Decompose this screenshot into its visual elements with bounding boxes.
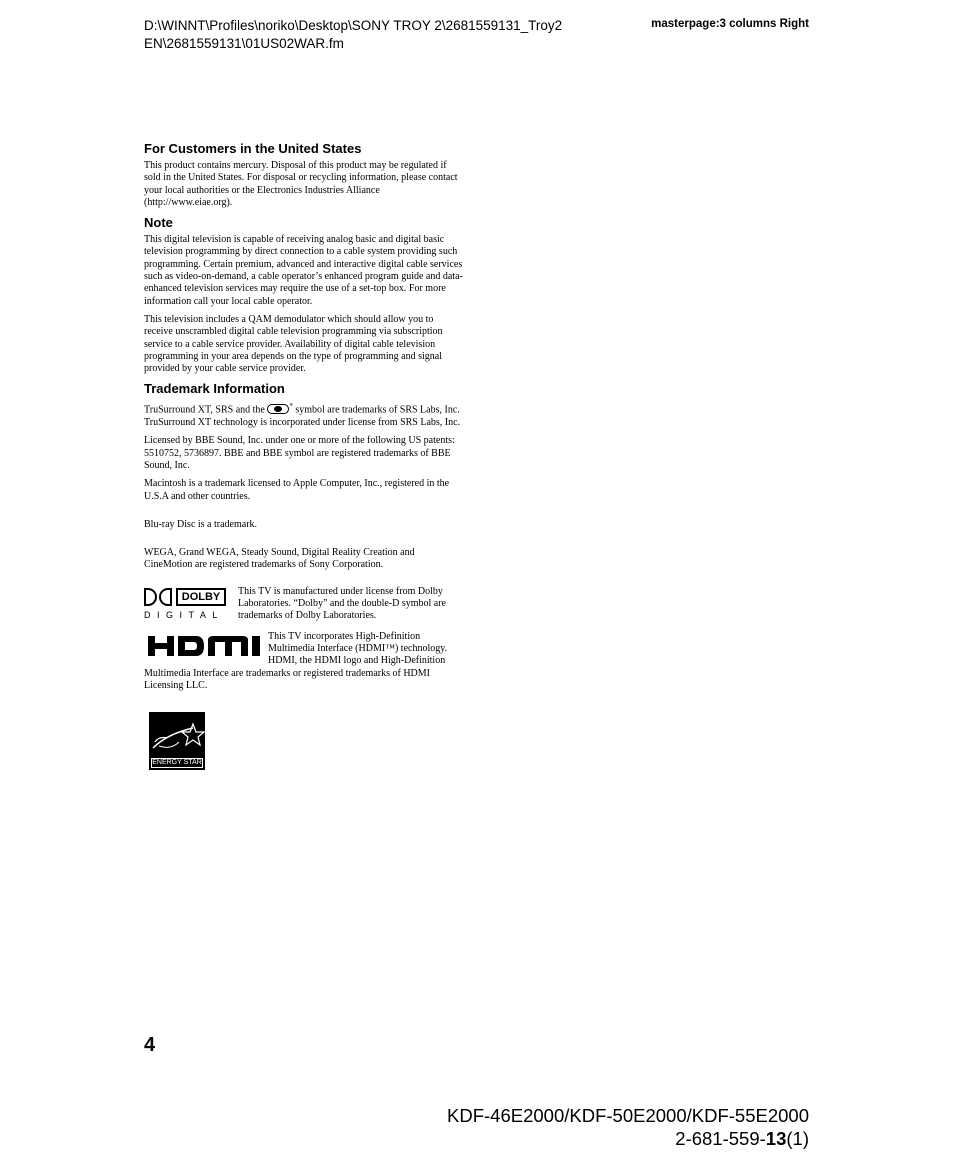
srs-paragraph [144,400,464,429]
customers-text: This product contains mercury. Disposal of this product may be regulated if sold in the United States. For disposal or recycling information, please contact your local authorities or the Electronics Industries Alliance (http://www.eiae.org). [144,160,458,208]
bbe-paragraph: Licensed by BBE Sound, Inc. under one or more of the following US patents: 5510752, 5736897. BBE and BBE symbol are registered trademarks of BBE Sound, Inc. [144,435,455,471]
energy-star-swoosh-icon [149,712,205,758]
dolby-block [144,586,464,629]
section-customers [144,141,464,209]
note-paragraph-1: This digital television is capable of receiving analog basic and digital basic television programming by direct connection to a cable system providing such programming. Certain premium, advanced and interactive digital cable services such as video-on-demand, a cable operator’s enhanced program guide and data-enhanced television services may require the use of a set-top box. For more information call your local cable operator. [144,234,463,307]
page-number: 4 [144,1034,156,1056]
dolby-logo-subtitle: DIGITAL [144,609,224,620]
macintosh-paragraph: Macintosh is a trademark licensed to Apple Computer, Inc., registered in the U.S.A and other countries. [144,478,450,502]
note-heading: Note [144,215,173,231]
srs-asterisk: * [289,402,293,411]
customers-heading: For Customers in the United States [144,141,362,156]
srs-logo-icon [267,404,289,414]
document-code-bold: 13 [765,1128,787,1149]
srs-text-after: symbol are trademarks of SRS Labs, Inc. TruSurround XT technology is incorporated under license from SRS Labs, Inc. [144,404,461,429]
hdmi-text: This TV incorporates High-Definition Multimedia Interface (HDMI™) technology. HDMI, the HDMI logo and High-Definition Multimedia Interface are trademarks or registered trademarks of HDMI Licensing LLC. [144,630,448,691]
model-numbers: KDF-46E2000/KDF-50E2000/KDF-55E2000 [447,1105,809,1126]
file-path-line-1: D:\WINNT\Profiles\noriko\Desktop\SONY TROY 2\2681559131_Troy2 [144,18,563,33]
bluray-paragraph: Blu-ray Disc is a trademark. [144,518,258,530]
energy-star-logo-icon [149,712,205,770]
energy-star-word: ENERGY STAR [152,759,202,767]
hdmi-block [144,631,464,698]
file-path-line-2: EN\2681559131\01US02WAR.fm [144,36,344,51]
section-note [144,215,464,375]
note-paragraph-2: This television includes a QAM demodulator which should allow you to receive unscrambled digital cable television programming via subscription service to a cable service provider. Availability of digital cable television programming in your area depends on the type of programming and signal provided by your cable service provider. [144,313,443,375]
document-code [447,1127,809,1150]
hdmi-logo-icon [148,634,262,658]
document-code-suffix: (1) [786,1128,809,1149]
content-column [144,141,464,776]
dolby-text: This TV is manufactured under license from Dolby Laboratories. “Dolby” and the double-D symbol are trademarks of Dolby Laboratories. [238,585,446,622]
model-footer [447,1104,809,1150]
trademark-heading: Trademark Information [144,381,285,397]
file-path [144,17,562,53]
masterpage-label: masterpage:3 columns Right [651,18,809,30]
srs-text-before: TruSurround XT, SRS and the [144,404,265,416]
document-code-prefix: 2-681-559- [675,1128,766,1149]
wega-paragraph: WEGA, Grand WEGA, Steady Sound, Digital Reality Creation and CineMotion are registered trademarks of Sony Corporation. [144,547,415,571]
section-trademark [144,381,464,770]
dolby-digital-logo-icon [144,588,228,622]
double-d-icon [144,588,172,606]
dolby-logo-word: DOLBY [176,588,226,606]
